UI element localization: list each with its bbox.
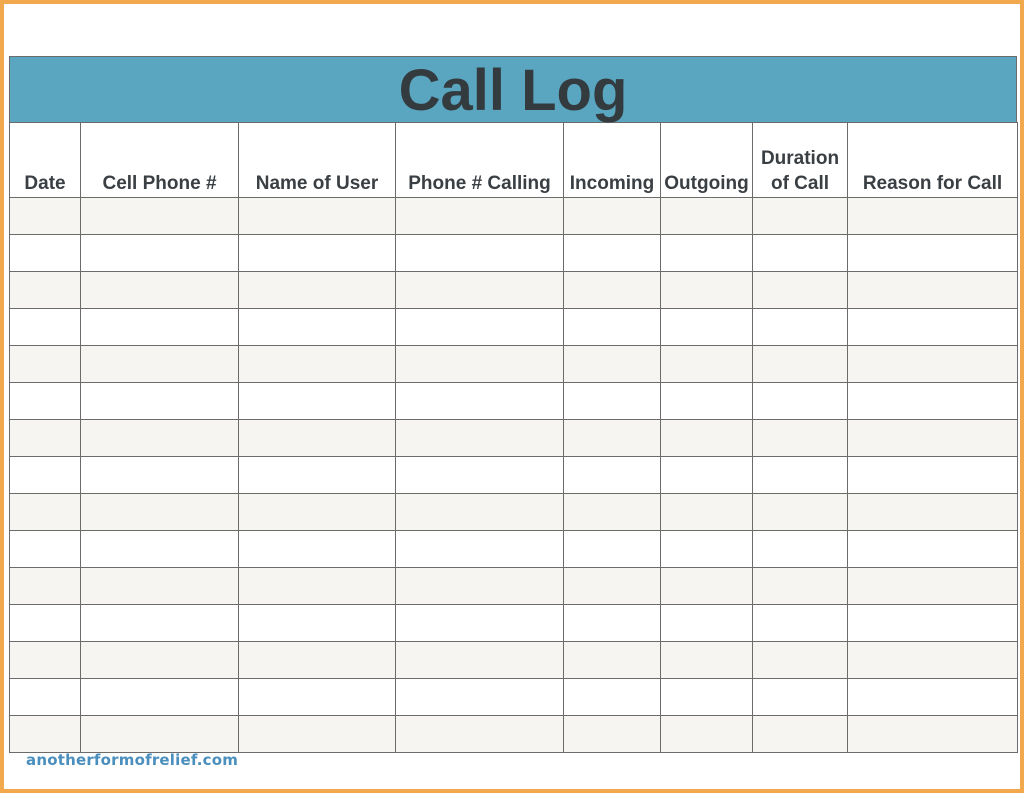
- table-cell[interactable]: [661, 457, 753, 494]
- table-cell[interactable]: [396, 642, 564, 679]
- table-cell[interactable]: [81, 457, 239, 494]
- table-row: [10, 716, 1018, 753]
- table-cell[interactable]: [239, 309, 396, 346]
- table-cell[interactable]: [753, 531, 848, 568]
- table-cell[interactable]: [564, 642, 661, 679]
- table-cell[interactable]: [753, 642, 848, 679]
- table-cell[interactable]: [10, 568, 81, 605]
- table-cell[interactable]: [396, 531, 564, 568]
- column-header-phone-calling: Phone # Calling: [396, 123, 564, 198]
- table-cell[interactable]: [564, 383, 661, 420]
- table-row: [10, 605, 1018, 642]
- table-row: [10, 272, 1018, 309]
- table-cell[interactable]: [753, 309, 848, 346]
- table-cell[interactable]: [10, 346, 81, 383]
- table-cell[interactable]: [396, 716, 564, 753]
- table-cell[interactable]: [564, 605, 661, 642]
- table-cell[interactable]: [661, 716, 753, 753]
- table-cell[interactable]: [239, 531, 396, 568]
- table-cell[interactable]: [848, 642, 1018, 679]
- table-cell[interactable]: [239, 457, 396, 494]
- table-cell[interactable]: [239, 272, 396, 309]
- table-cell[interactable]: [564, 272, 661, 309]
- table-cell[interactable]: [239, 716, 396, 753]
- table-row: [10, 346, 1018, 383]
- table-cell[interactable]: [239, 605, 396, 642]
- footer-website: anotherformofrelief.com: [26, 751, 239, 769]
- table-cell[interactable]: [848, 383, 1018, 420]
- table-cell[interactable]: [396, 383, 564, 420]
- table-cell[interactable]: [239, 568, 396, 605]
- column-header-outgoing: Outgoing: [661, 123, 753, 198]
- table-cell[interactable]: [753, 457, 848, 494]
- table-cell[interactable]: [753, 716, 848, 753]
- table-cell[interactable]: [239, 383, 396, 420]
- table-cell[interactable]: [81, 272, 239, 309]
- table-cell[interactable]: [848, 494, 1018, 531]
- table-row: [10, 457, 1018, 494]
- table-row: [10, 642, 1018, 679]
- table-cell[interactable]: [396, 272, 564, 309]
- table-row: [10, 531, 1018, 568]
- table-cell[interactable]: [661, 309, 753, 346]
- table-cell[interactable]: [396, 457, 564, 494]
- table-cell[interactable]: [564, 420, 661, 457]
- table-cell[interactable]: [753, 235, 848, 272]
- table-cell[interactable]: [564, 457, 661, 494]
- table-cell[interactable]: [848, 198, 1018, 235]
- table-cell[interactable]: [661, 642, 753, 679]
- table-cell[interactable]: [753, 494, 848, 531]
- table-cell[interactable]: [81, 383, 239, 420]
- table-row: [10, 679, 1018, 716]
- column-header-incoming: Incoming: [564, 123, 661, 198]
- table-cell[interactable]: [564, 309, 661, 346]
- table-cell[interactable]: [10, 457, 81, 494]
- table-cell[interactable]: [10, 642, 81, 679]
- table-cell[interactable]: [848, 568, 1018, 605]
- table-cell[interactable]: [81, 235, 239, 272]
- table-row: [10, 235, 1018, 272]
- table-cell[interactable]: [396, 679, 564, 716]
- call-log-table: [9, 122, 1018, 753]
- table-cell[interactable]: [661, 346, 753, 383]
- table-cell[interactable]: [10, 235, 81, 272]
- table-cell[interactable]: [81, 679, 239, 716]
- table-cell[interactable]: [753, 346, 848, 383]
- table-cell[interactable]: [661, 531, 753, 568]
- table-cell[interactable]: [10, 605, 81, 642]
- table-cell[interactable]: [396, 605, 564, 642]
- table-cell[interactable]: [81, 531, 239, 568]
- call-log-body: [10, 198, 1018, 753]
- table-cell[interactable]: [753, 605, 848, 642]
- column-header-name-of-user: Name of User: [239, 123, 396, 198]
- table-cell[interactable]: [396, 198, 564, 235]
- table-cell[interactable]: [661, 605, 753, 642]
- table-cell[interactable]: [10, 679, 81, 716]
- table-cell[interactable]: [753, 679, 848, 716]
- table-cell[interactable]: [239, 235, 396, 272]
- table-cell[interactable]: [564, 568, 661, 605]
- header-row: [10, 123, 1018, 198]
- column-header-duration-of-call: Duration of Call: [753, 123, 848, 198]
- column-header-date: Date: [10, 123, 81, 198]
- table-cell[interactable]: [753, 383, 848, 420]
- table-cell[interactable]: [564, 235, 661, 272]
- table-cell[interactable]: [396, 568, 564, 605]
- table-cell[interactable]: [661, 494, 753, 531]
- table-cell[interactable]: [81, 605, 239, 642]
- table-row: [10, 494, 1018, 531]
- table-cell[interactable]: [10, 198, 81, 235]
- table-cell[interactable]: [661, 383, 753, 420]
- table-cell[interactable]: [848, 309, 1018, 346]
- table-row: [10, 198, 1018, 235]
- table-row: [10, 383, 1018, 420]
- table-cell[interactable]: [661, 420, 753, 457]
- table-cell[interactable]: [564, 531, 661, 568]
- table-cell[interactable]: [396, 494, 564, 531]
- table-cell[interactable]: [848, 679, 1018, 716]
- table-cell[interactable]: [10, 531, 81, 568]
- table-cell[interactable]: [396, 346, 564, 383]
- table-cell[interactable]: [10, 272, 81, 309]
- table-cell[interactable]: [10, 494, 81, 531]
- table-cell[interactable]: [564, 494, 661, 531]
- table-cell[interactable]: [10, 716, 81, 753]
- table-cell[interactable]: [848, 420, 1018, 457]
- table-cell[interactable]: [661, 198, 753, 235]
- table-row: [10, 420, 1018, 457]
- table-cell[interactable]: [239, 642, 396, 679]
- table-cell[interactable]: [848, 235, 1018, 272]
- table-cell[interactable]: [848, 605, 1018, 642]
- table-cell[interactable]: [661, 272, 753, 309]
- table-cell[interactable]: [81, 642, 239, 679]
- table-cell[interactable]: [661, 235, 753, 272]
- page-title: Call Log: [398, 57, 628, 123]
- table-row: [10, 309, 1018, 346]
- table-cell[interactable]: [81, 346, 239, 383]
- column-header-reason-for-call: Reason for Call: [848, 123, 1018, 198]
- call-log-sheet: [9, 56, 1017, 753]
- table-cell[interactable]: [239, 494, 396, 531]
- table-cell[interactable]: [564, 716, 661, 753]
- table-cell[interactable]: [661, 568, 753, 605]
- table-cell[interactable]: [396, 235, 564, 272]
- table-cell[interactable]: [10, 383, 81, 420]
- table-cell[interactable]: [81, 716, 239, 753]
- table-cell[interactable]: [81, 568, 239, 605]
- table-cell[interactable]: [239, 346, 396, 383]
- table-cell[interactable]: [753, 568, 848, 605]
- table-cell[interactable]: [81, 420, 239, 457]
- table-row: [10, 568, 1018, 605]
- table-cell[interactable]: [848, 346, 1018, 383]
- table-cell[interactable]: [564, 198, 661, 235]
- table-cell[interactable]: [239, 679, 396, 716]
- table-cell[interactable]: [239, 420, 396, 457]
- table-cell[interactable]: [564, 346, 661, 383]
- table-cell[interactable]: [81, 494, 239, 531]
- column-header-cell-phone: Cell Phone #: [81, 123, 239, 198]
- table-cell[interactable]: [848, 716, 1018, 753]
- table-cell[interactable]: [848, 457, 1018, 494]
- table-cell[interactable]: [753, 272, 848, 309]
- table-cell[interactable]: [753, 198, 848, 235]
- table-cell[interactable]: [753, 420, 848, 457]
- table-cell[interactable]: [848, 272, 1018, 309]
- table-cell[interactable]: [239, 198, 396, 235]
- table-cell[interactable]: [10, 420, 81, 457]
- table-cell[interactable]: [396, 309, 564, 346]
- table-cell[interactable]: [848, 531, 1018, 568]
- table-cell[interactable]: [10, 309, 81, 346]
- title-bar: [9, 56, 1017, 123]
- table-cell[interactable]: [81, 309, 239, 346]
- table-cell[interactable]: [661, 679, 753, 716]
- table-cell[interactable]: [396, 420, 564, 457]
- table-cell[interactable]: [81, 198, 239, 235]
- table-cell[interactable]: [564, 679, 661, 716]
